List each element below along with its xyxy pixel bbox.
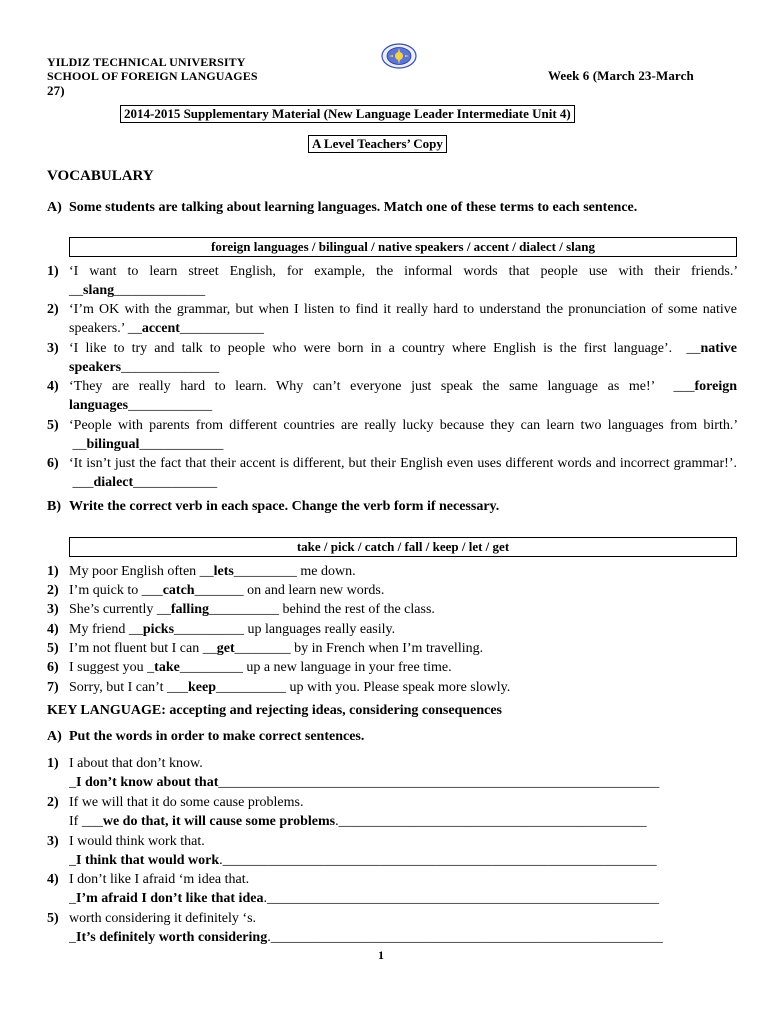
key-language-heading: KEY LANGUAGE: accepting and rejecting ideas, considering consequences <box>47 703 502 718</box>
item-number: 7) <box>47 680 59 695</box>
sentence-text: ‘It isn’t just the fact that their accent is different, but their English even uses different words and incorrect grammar!’. <box>69 456 737 471</box>
sentence-text: ‘I’m OK with the grammar, but when I listen to find it really hard to understand the pronunciation of some native speakers.’ <box>69 302 737 336</box>
answer-blank-end: ____________ <box>179 321 264 336</box>
answer-blank-end: _________ <box>179 660 243 675</box>
answer-blank-end: __________ <box>209 602 279 617</box>
answer-blank-start: __ <box>199 564 214 579</box>
page-number: 1 <box>378 948 384 962</box>
item-text <box>69 909 737 947</box>
answer-line <box>69 889 719 908</box>
sentence-text: ‘I want to learn street English, for example, the informal words that people use with their friends.’ <box>69 264 737 279</box>
answer-blank-end: _______________________________________________________________ <box>218 775 660 790</box>
answer-blank-end: ____________ <box>133 475 218 490</box>
sentence-start: I’m quick to <box>69 583 142 598</box>
scrambled-prompt: worth considering it definitely ‘s. <box>69 911 257 926</box>
item-text <box>69 377 737 415</box>
sentence-end: on and learn new words. <box>243 583 385 598</box>
item-text <box>69 600 737 619</box>
vocab-a-item <box>47 339 737 377</box>
answer-blank-start: __ <box>69 437 87 452</box>
answer-blank-start: ___ <box>69 475 94 490</box>
answer-blank-end: ______________ <box>121 360 220 375</box>
item-text <box>69 454 737 492</box>
answer-text: dialect <box>93 475 134 490</box>
material-title: 2014-2015 Supplementary Material (New Language Leader Intermediate Unit 4) <box>120 105 575 123</box>
university-seal-icon <box>381 43 417 69</box>
sentence-end: up languages really easily. <box>244 622 396 637</box>
item-text <box>69 754 737 792</box>
answer-blank-end: .______________________________________________________________ <box>219 853 657 868</box>
vocab-b-item <box>47 620 737 639</box>
vocab-b-item <box>47 562 737 581</box>
scrambled-prompt: I would think work that. <box>69 834 205 849</box>
answer-text: It’s definitely worth considering <box>76 930 268 945</box>
key-language-item <box>47 909 737 947</box>
sentence-text: ‘People with parents from different countries are really lucky because they can learn two languages from birth.’ <box>69 418 737 433</box>
instruction-text: Some students are talking about learning languages. Match one of these terms to each sentence. <box>69 200 638 215</box>
answer-text: foreign languages <box>69 379 737 413</box>
answer-lead: _ <box>69 775 76 790</box>
week-range: Week 6 (March 23-March <box>548 68 694 83</box>
answer-text: falling <box>170 602 209 617</box>
item-number: 6) <box>47 660 59 675</box>
sentence-start: My poor English often <box>69 564 200 579</box>
answer-text: lets <box>213 564 234 579</box>
sentence-start: She’s currently <box>69 602 157 617</box>
answer-text: I think that would work <box>76 853 220 868</box>
answer-blank-start: ___ <box>166 680 188 695</box>
item-number: 2) <box>47 302 59 317</box>
sentence-end: up a new language in your free time. <box>242 660 452 675</box>
answer-blank-start: _ <box>147 660 155 675</box>
answer-text: accent <box>141 321 180 336</box>
key-language-item <box>47 793 737 831</box>
answer-text: bilingual <box>86 437 140 452</box>
answer-lead: _ <box>69 930 76 945</box>
scrambled-prompt: I don’t like I afraid ‘m idea that. <box>69 872 250 887</box>
answer-line <box>69 773 719 792</box>
item-text <box>69 620 737 639</box>
answer-text: picks <box>142 622 175 637</box>
vocab-b-item <box>47 581 737 600</box>
verb-terms-box: take / pick / catch / fall / keep / let / get <box>69 537 737 557</box>
vocab-b-item <box>47 658 737 677</box>
answer-text: keep <box>187 680 216 695</box>
answer-blank-start: __ <box>69 283 83 298</box>
vocabulary-heading: VOCABULARY <box>47 168 154 184</box>
key-language-a-instruction <box>47 729 364 745</box>
answer-text: catch <box>162 583 195 598</box>
sentence-text: ‘They are really hard to learn. Why can’t everyone just speak the same language as me!’ <box>69 379 655 394</box>
answer-text: native speakers <box>69 341 738 375</box>
answer-lead: If ___ <box>69 814 103 829</box>
vocab-b-item <box>47 600 737 619</box>
item-number: 1) <box>47 264 59 279</box>
vocab-a-item <box>47 300 737 338</box>
answer-text: slang <box>83 283 115 298</box>
answer-blank-end: .____________________________________________ <box>335 814 647 829</box>
sentence-start: My friend <box>69 622 129 637</box>
answer-line <box>69 812 719 831</box>
item-text <box>69 581 737 600</box>
answer-blank-end: ____________ <box>128 398 213 413</box>
vocab-a-item <box>47 377 737 415</box>
answer-text: take <box>154 660 180 675</box>
item-text <box>69 262 737 300</box>
answer-blank-start: __ <box>127 321 142 336</box>
item-number: 3) <box>47 602 59 617</box>
vocab-a-item <box>47 454 737 492</box>
answer-blank-end: __________ <box>215 680 286 695</box>
answer-blank-end: .________________________________________________________ <box>267 930 663 945</box>
key-language-item <box>47 754 737 792</box>
answer-blank-start: __ <box>128 622 143 637</box>
answer-blank-end: ____________ <box>139 437 224 452</box>
answer-blank-end: _____________ <box>114 283 206 298</box>
answer-line <box>69 928 719 947</box>
item-text <box>69 562 737 581</box>
item-number: 5) <box>47 911 59 926</box>
sentence-end: up with you. Please speak more slowly. <box>285 680 511 695</box>
answer-blank-start: ___ <box>141 583 163 598</box>
item-number: 4) <box>47 622 59 637</box>
answer-blank-start: __ <box>156 602 171 617</box>
item-text <box>69 339 737 377</box>
item-text <box>69 416 737 454</box>
item-number: 1) <box>47 756 59 771</box>
item-number: 5) <box>47 418 59 433</box>
answer-blank-end: ________ <box>234 641 291 656</box>
instruction-text: Write the correct verb in each space. Change the verb form if necessary. <box>69 499 500 514</box>
sentence-start: I’m not fluent but I can <box>69 641 203 656</box>
item-number: 4) <box>47 379 59 394</box>
answer-line <box>69 851 719 870</box>
item-text <box>69 658 737 677</box>
answer-blank-start: ___ <box>663 379 695 394</box>
answer-text: I’m afraid I don’t like that idea <box>76 891 264 906</box>
vocab-b-instruction <box>47 499 499 515</box>
sentence-text: ‘I like to try and talk to people who were born in a country where English is the first language’. <box>69 341 673 356</box>
section-label: A) <box>47 200 62 215</box>
sentence-start: Sorry, but I can’t <box>69 680 167 695</box>
teachers-copy-label: A Level Teachers’ Copy <box>308 135 447 153</box>
vocab-terms-box: foreign languages / bilingual / native speakers / accent / dialect / slang <box>69 237 737 257</box>
instruction-text: Put the words in order to make correct sentences. <box>69 729 365 744</box>
item-number: 6) <box>47 456 59 471</box>
sentence-end: by in French when I’m travelling. <box>290 641 484 656</box>
item-text <box>69 832 737 870</box>
vocab-a-item <box>47 416 737 454</box>
vocab-b-item <box>47 678 737 697</box>
sentence-end: me down. <box>296 564 356 579</box>
answer-lead: _ <box>69 853 76 868</box>
item-text <box>69 678 737 697</box>
vocab-a-instruction <box>47 200 637 216</box>
section-label: A) <box>47 729 62 744</box>
item-text <box>69 793 737 831</box>
key-language-item <box>47 870 737 908</box>
scrambled-prompt: If we will that it do some cause problems. <box>69 795 304 810</box>
scrambled-prompt: I about that don’t know. <box>69 756 203 771</box>
sentence-start: I suggest you <box>69 660 148 675</box>
item-text <box>69 639 737 658</box>
answer-blank-end: _________ <box>233 564 297 579</box>
answer-lead: _ <box>69 891 76 906</box>
answer-blank-end: _______ <box>194 583 244 598</box>
section-label: B) <box>47 499 61 514</box>
item-number: 3) <box>47 834 59 849</box>
item-number: 2) <box>47 795 59 810</box>
item-text <box>69 300 737 338</box>
answer-blank-start: __ <box>679 341 701 356</box>
item-number: 3) <box>47 341 59 356</box>
answer-text: get <box>216 641 235 656</box>
answer-blank-start: __ <box>202 641 217 656</box>
sentence-end: behind the rest of the class. <box>279 602 435 617</box>
vocab-a-item <box>47 262 737 300</box>
item-number: 1) <box>47 564 59 579</box>
key-language-item <box>47 832 737 870</box>
vocab-b-item <box>47 639 737 658</box>
answer-blank-end: __________ <box>174 622 245 637</box>
item-number: 2) <box>47 583 59 598</box>
answer-text: we do that, it will cause some problems <box>102 814 336 829</box>
answer-blank-end: .________________________________________________________ <box>263 891 659 906</box>
item-text <box>69 870 737 908</box>
item-number: 5) <box>47 641 59 656</box>
item-number: 4) <box>47 872 59 887</box>
answer-text: I don’t know about that <box>76 775 219 790</box>
school-name: SCHOOL OF FOREIGN LANGUAGES <box>47 69 258 83</box>
university-name: YILDIZ TECHNICAL UNIVERSITY <box>47 55 246 69</box>
week-range-continued: 27) <box>47 83 65 98</box>
